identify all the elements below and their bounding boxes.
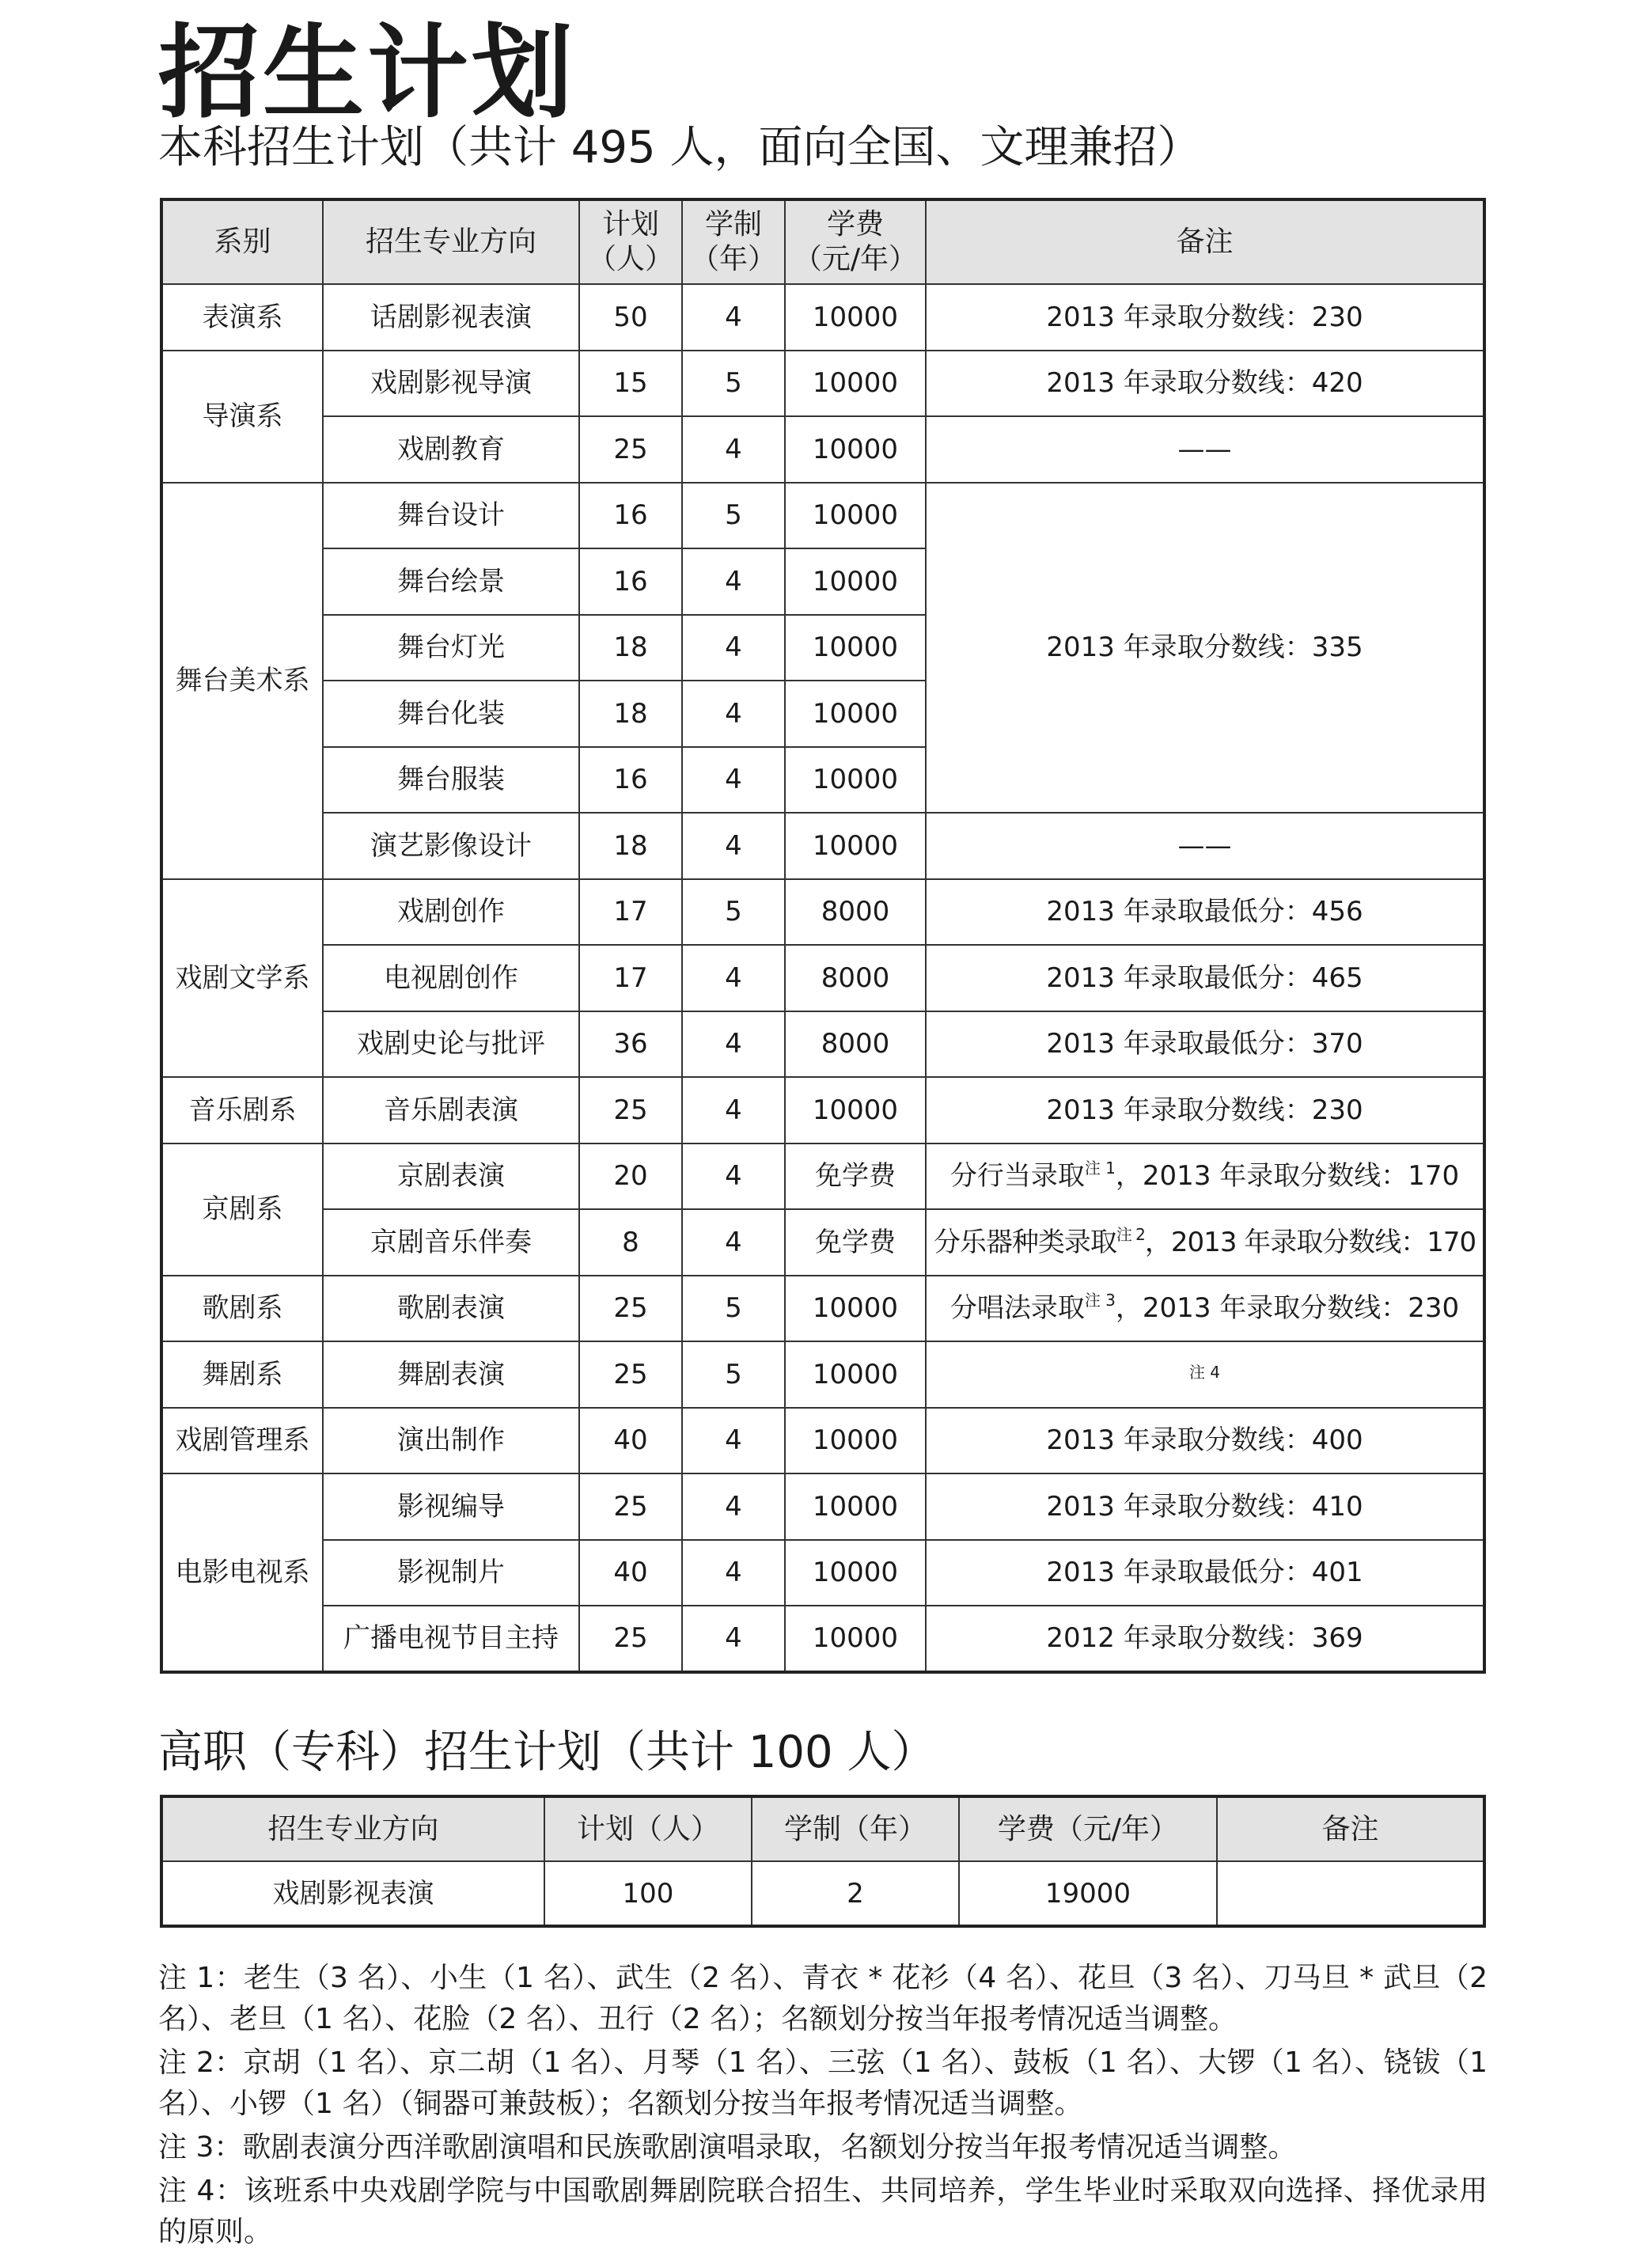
dept-cell: 戏剧文学系	[161, 879, 323, 1078]
table-row	[161, 1276, 1484, 1342]
table-row	[161, 483, 1484, 549]
years-cell: 5	[682, 879, 785, 946]
fee-cell: 10000	[785, 1341, 926, 1408]
years-cell: 4	[682, 1606, 785, 1672]
remark-cell: 2013 年录取最低分：401	[926, 1540, 1484, 1606]
major-cell: 音乐剧表演	[323, 1077, 579, 1143]
remark-cell	[1217, 1861, 1484, 1926]
plan-cell: 100	[544, 1861, 752, 1926]
fee-cell: 19000	[959, 1861, 1217, 1926]
footnote-4: 注 4：该班系中央戏剧学院与中国歌剧舞剧院联合招生、共同培养，学生毕业时采取双向选择、择优录用的原则。	[158, 2175, 1488, 2248]
major-cell: 舞剧表演	[323, 1341, 579, 1408]
years-cell: 5	[682, 483, 785, 549]
fee-cell: 10000	[785, 1540, 926, 1606]
dept-cell: 表演系	[161, 284, 323, 351]
plan-cell: 16	[579, 747, 682, 814]
years-cell: 4	[682, 416, 785, 483]
years-cell: 4	[682, 1011, 785, 1078]
major-cell: 京剧音乐伴奏	[323, 1209, 579, 1276]
remark-cell: 2013 年录取分数线：400	[926, 1408, 1484, 1474]
major-cell: 戏剧创作	[323, 879, 579, 946]
major-cell: 影视编导	[323, 1473, 579, 1540]
fee-cell: 8000	[785, 945, 926, 1011]
years-cell: 5	[682, 1276, 785, 1342]
remark-cell	[926, 1341, 1484, 1408]
major-cell: 演出制作	[323, 1408, 579, 1474]
fee-cell: 10000	[785, 416, 926, 483]
note-ref: 注 2	[1116, 1224, 1145, 1244]
footnote-2: 注 2：京胡（1 名）、京二胡（1 名）、月琴（1 名）、三弦（1 名）、鼓板（1 名）、大锣（1 名）、铙钹（1 名）、小锣（1 名）（铜器可兼鼓板）；名额划分按当年报考情况适当调整。	[158, 2046, 1488, 2120]
fee-cell: 10000	[785, 284, 926, 351]
plan-cell: 20	[579, 1143, 682, 1210]
plan-cell: 25	[579, 1341, 682, 1408]
plan-cell: 17	[579, 879, 682, 946]
major-cell: 演艺影像设计	[323, 813, 579, 879]
table-row	[161, 351, 1484, 417]
plan-cell: 50	[579, 284, 682, 351]
years-cell: 4	[682, 945, 785, 1011]
major-cell: 戏剧影视导演	[323, 351, 579, 417]
fee-cell: 10000	[785, 1077, 926, 1143]
table-row	[161, 1473, 1484, 1540]
header-years: 学制（年）	[752, 1796, 959, 1861]
years-cell: 4	[682, 1209, 785, 1276]
header-fee: 学费 （元/年）	[785, 199, 926, 284]
header-remark: 备注	[926, 199, 1484, 284]
remark-cell: 2013 年录取分数线：410	[926, 1473, 1484, 1540]
undergrad-plan-table	[160, 198, 1486, 1674]
years-cell: 5	[682, 1341, 785, 1408]
remark-cell: 2013 年录取最低分：465	[926, 945, 1484, 1011]
undergrad-title: 本科招生计划（共计 495 人，面向全国、文理兼招）	[158, 122, 1202, 173]
table-row	[161, 945, 1484, 1011]
dept-cell: 导演系	[161, 351, 323, 483]
plan-cell: 8	[579, 1209, 682, 1276]
table-row	[161, 1011, 1484, 1078]
major-cell: 舞台服装	[323, 747, 579, 814]
remark-cell: 分乐器种类录取$^{注 2}$，2013 年录取分数线：170	[926, 1209, 1484, 1276]
note-ref: 注 4	[1188, 1363, 1221, 1382]
table-row	[161, 1861, 1484, 1926]
remark-cell: 2013 年录取最低分：370	[926, 1011, 1484, 1078]
table-row	[161, 1209, 1484, 1276]
fee-cell: 10000	[785, 747, 926, 814]
note-ref: 注 1	[1084, 1159, 1116, 1178]
page-title: 招生计划	[158, 14, 577, 132]
years-cell: 4	[682, 1077, 785, 1143]
vocational-title: 高职（专科）招生计划（共计 100 人）	[158, 1727, 936, 1778]
fee-cell: 免学费	[785, 1143, 926, 1210]
major-cell: 话剧影视表演	[323, 284, 579, 351]
vocational-plan-table	[160, 1795, 1486, 1928]
header-plan: 计划 （人）	[579, 199, 682, 284]
years-cell: 4	[682, 284, 785, 351]
plan-cell: 16	[579, 548, 682, 615]
fee-cell: 10000	[785, 1473, 926, 1540]
plan-cell: 40	[579, 1408, 682, 1474]
years-cell: 2	[752, 1861, 959, 1926]
plan-cell: 17	[579, 945, 682, 1011]
footnote-1: 注 1：老生（3 名）、小生（1 名）、武生（2 名）、青衣 * 花衫（4 名）、花旦（3 名）、刀马旦 * 武旦（2 名）、老旦（1 名）、花脸（2 名）、丑行（2 名）；名额划分按当年报考情况适当调整。	[158, 1962, 1488, 2035]
header-dept: 系别	[161, 199, 323, 284]
note-ref: 注 3	[1084, 1291, 1116, 1310]
dept-cell: 舞剧系	[161, 1341, 323, 1408]
table-row	[161, 1341, 1484, 1408]
years-cell: 4	[682, 548, 785, 615]
plan-cell: 25	[579, 1606, 682, 1672]
major-cell: 电视剧创作	[323, 945, 579, 1011]
years-cell: 4	[682, 747, 785, 814]
major-cell: 戏剧影视表演	[161, 1861, 544, 1926]
dept-cell: 戏剧管理系	[161, 1408, 323, 1474]
major-cell: 影视制片	[323, 1540, 579, 1606]
major-cell: 广播电视节目主持	[323, 1606, 579, 1672]
years-cell: 5	[682, 351, 785, 417]
header-plan: 计划（人）	[544, 1796, 752, 1861]
table-row	[161, 1077, 1484, 1143]
table-header-row	[161, 1796, 1484, 1861]
years-cell: 4	[682, 615, 785, 681]
fee-cell: 10000	[785, 351, 926, 417]
remark-cell: 2013 年录取分数线：230	[926, 1077, 1484, 1143]
dept-cell: 电影电视系	[161, 1473, 323, 1672]
table-row	[161, 813, 1484, 879]
table-row	[161, 1143, 1484, 1210]
table-row	[161, 1540, 1484, 1606]
plan-cell: 18	[579, 615, 682, 681]
fee-cell: 免学费	[785, 1209, 926, 1276]
header-years: 学制 （年）	[682, 199, 785, 284]
table-header-row	[161, 199, 1484, 284]
fee-cell: 10000	[785, 681, 926, 747]
plan-cell: 40	[579, 1540, 682, 1606]
plan-cell: 25	[579, 1077, 682, 1143]
header-remark: 备注	[1217, 1796, 1484, 1861]
remark-cell: ——	[926, 813, 1484, 879]
years-cell: 4	[682, 813, 785, 879]
plan-cell: 25	[579, 416, 682, 483]
plan-cell: 16	[579, 483, 682, 549]
dept-cell: 歌剧系	[161, 1276, 323, 1342]
remark-cell: ——	[926, 416, 1484, 483]
years-cell: 4	[682, 1408, 785, 1474]
fee-cell: 10000	[785, 615, 926, 681]
plan-cell: 25	[579, 1473, 682, 1540]
remark-cell: 2013 年录取分数线：420	[926, 351, 1484, 417]
table-row	[161, 284, 1484, 351]
remark-cell: 2013 年录取分数线：335	[926, 483, 1484, 814]
major-cell: 京剧表演	[323, 1143, 579, 1210]
years-cell: 4	[682, 1473, 785, 1540]
fee-cell: 8000	[785, 879, 926, 946]
dept-cell: 京剧系	[161, 1143, 323, 1276]
remark-cell: 分唱法录取$^{注 3}$，2013 年录取分数线：230	[926, 1276, 1484, 1342]
header-fee: 学费（元/年）	[959, 1796, 1217, 1861]
remark-cell: 2013 年录取最低分：456	[926, 879, 1484, 946]
remark-cell: 分行当录取$^{注 1}$，2013 年录取分数线：170	[926, 1143, 1484, 1210]
plan-cell: 18	[579, 813, 682, 879]
fee-cell: 10000	[785, 813, 926, 879]
major-cell: 戏剧史论与批评	[323, 1011, 579, 1078]
table-row	[161, 879, 1484, 946]
major-cell: 舞台绘景	[323, 548, 579, 615]
major-cell: 舞台设计	[323, 483, 579, 549]
plan-cell: 15	[579, 351, 682, 417]
major-cell: 舞台化装	[323, 681, 579, 747]
fee-cell: 10000	[785, 483, 926, 549]
remark-cell: 2012 年录取分数线：369	[926, 1606, 1484, 1672]
plan-cell: 36	[579, 1011, 682, 1078]
footnote-3: 注 3：歌剧表演分西洋歌剧演唱和民族歌剧演唱录取，名额划分按当年报考情况适当调整。	[158, 2131, 1297, 2164]
table-row	[161, 1606, 1484, 1672]
years-cell: 4	[682, 1540, 785, 1606]
fee-cell: 10000	[785, 1408, 926, 1474]
dept-cell: 音乐剧系	[161, 1077, 323, 1143]
plan-cell: 18	[579, 681, 682, 747]
fee-cell: 10000	[785, 548, 926, 615]
major-cell: 戏剧教育	[323, 416, 579, 483]
fee-cell: 8000	[785, 1011, 926, 1078]
header-major: 招生专业方向	[323, 199, 579, 284]
table-row	[161, 1408, 1484, 1474]
header-major: 招生专业方向	[161, 1796, 544, 1861]
major-cell: 舞台灯光	[323, 615, 579, 681]
years-cell: 4	[682, 1143, 785, 1210]
years-cell: 4	[682, 681, 785, 747]
footnotes	[158, 1958, 1488, 2255]
dept-cell: 舞台美术系	[161, 483, 323, 879]
major-cell: 歌剧表演	[323, 1276, 579, 1342]
remark-cell: 2013 年录取分数线：230	[926, 284, 1484, 351]
plan-cell: 25	[579, 1276, 682, 1342]
fee-cell: 10000	[785, 1606, 926, 1672]
fee-cell: 10000	[785, 1276, 926, 1342]
table-row	[161, 416, 1484, 483]
